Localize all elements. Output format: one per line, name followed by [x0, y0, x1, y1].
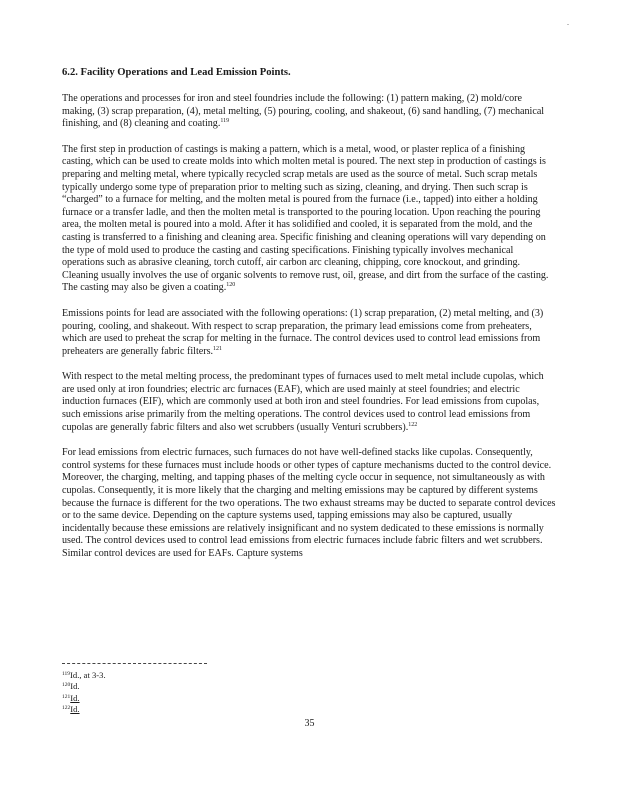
paragraph-electric-furnaces: For lead emissions from electric furnaces, such furnaces do not have well-defined stacks like cupolas. Consequently, control systems for these furnaces must include hoods or other types of capture mechanisms ducted to the control device. Moreover, the charging, melting, and tapping phases of the melting cycle occur in sequence, not simultaneously as with cupolas. Consequently, it is more likely that the charging and melting emissions may be captured by different systems because the furnace is different for the two operations. The two exhaust streams may be ducted to separate control devices or to the same device. Depending on the capture systems used, tapping emissions may also be captured, usually incidentally because these emissions are relatively insignificant and no system dedicated to these emissions is normally used. The control devices used to control lead emissions from electric furnaces include fabric filters and wet scrubbers. Similar control devices are used for EAFs. Capture systems	[62, 447, 556, 559]
page-content	[62, 66, 557, 574]
footnote-item: $^{120}$Id.	[62, 681, 80, 692]
footnotes	[62, 670, 106, 716]
footnote-item: $^{119}$Id., at 3-3.	[62, 670, 106, 680]
footnote-ref[interactable]: 119	[220, 118, 230, 125]
paragraph-metal-melting: With respect to the metal melting process, the predominant types of furnaces used to melt metal include cupolas, which are used only at iron foundries; electric arc furnaces (EAF), which are used mainly at steel foundries; and electric induction furnaces (EIF), which are commonly used at both iron and steel foundries. For lead emissions from cupolas, such emissions arise primarily from the melting operations. The control devices used to control lead emissions from cupolas are generally fabric filters and also wet scrubbers (usually Venturi scrubbers).$^{122}$	[62, 371, 544, 433]
footnote-divider	[62, 663, 207, 664]
page-number: 35	[304, 718, 315, 729]
footnote-ref[interactable]: 120	[226, 282, 236, 289]
footnote-item: $^{121}$Id.	[62, 692, 80, 703]
paragraph-emission-points: Emissions points for lead are associated with the following operations: (1) scrap preparation, (2) metal melting, and (3) pouring, cooling, and shakeout. With respect to scrap preparation, the primary lead emissions come from preheaters, which are used to preheat the scrap for melting in the furnace. The control devices used to control lead emissions from preheaters are generally fabric filters.$^{121}$	[62, 307, 544, 357]
paragraph-casting-process: The first step in production of castings is making a pattern, which is a metal, wood, or plaster replica of a finishing casting, which can be used to create molds into which molten metal is poured. The next step in production of castings is preparing and melting metal, where typically recycled scrap metals are used as the source of metal. Such scrap metals typically undergo some type of preparation prior to melting such as sizing, cleaning, and drying. Then such scrap is “charged” to a furnace for melting, and the molten metal is poured from the furnace (i.e., tapped) into either a holding furnace or a transfer ladle, and then the molten metal is transported to the pouring location. Upon reaching the pouring area, the molten metal is poured into a mold. After it has solidified and cooled, it is separated from the mold, and the casting is transferred to a finishing and cleaning area. Specific finishing and cleaning operations will vary depending on the type of mold used to produce the casting and casting specifications. Finishing typically involves mechanical operations such as abrasive cleaning, torch cutoff, air carbon arc cleaning, chipping, core knockout, and grinding. Cleaning usually involves the use of organic solvents to remove rust, oil, grease, and dirt from the surface of the casting. The casting may also be given a coating.$^{120}$	[62, 143, 549, 294]
corner-mark: -	[567, 22, 569, 28]
footnote-ref[interactable]: 121	[213, 345, 223, 352]
paragraph-operations: The operations and processes for iron and steel foundries include the following: (1) pattern making, (2) mold/core making, (3) scrap preparation, (4), metal melting, (5) pouring, cooling, and shakeout, (6) sand handling, (7) mechanical finishing, and (8) cleaning and coating.$^{119}$	[62, 93, 545, 130]
footnote-item: $^{122}$Id.	[62, 704, 80, 715]
section-heading: 6.2. Facility Operations and Lead Emission Points.	[62, 67, 291, 78]
footnote-ref[interactable]: 122	[408, 421, 418, 428]
